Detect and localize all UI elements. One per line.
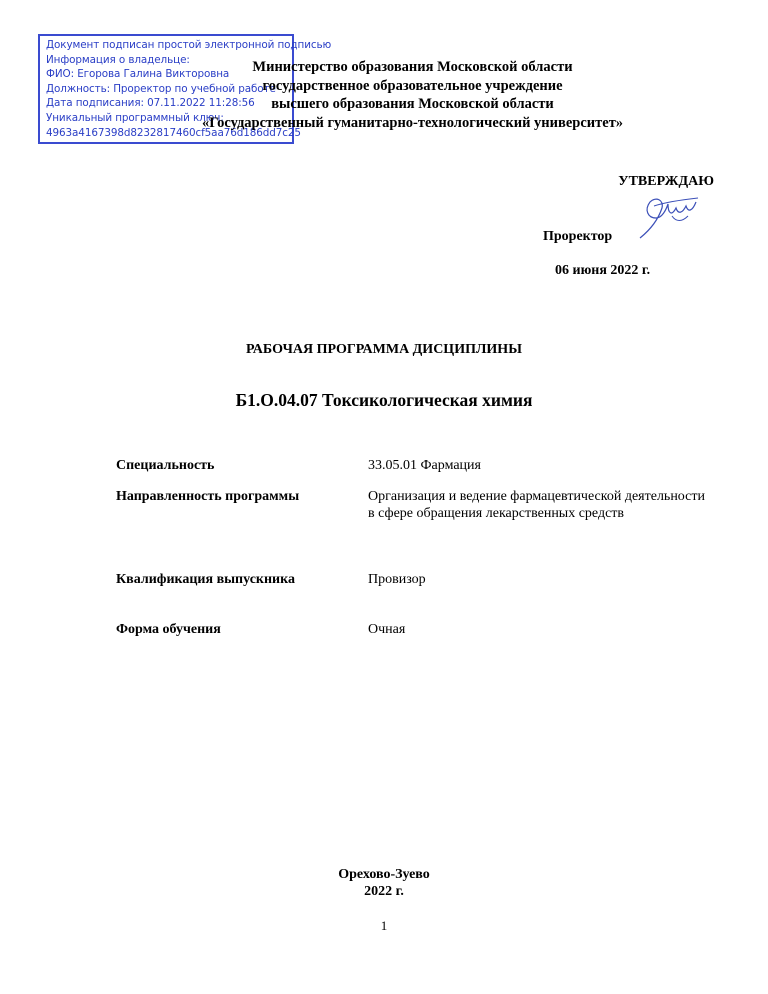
footer-year: 2022 г.: [364, 884, 404, 899]
stamp-line: 4963a4167398d8232817460cf5aa76d186dd7c25: [46, 126, 301, 139]
detail-label-qualification: Квалификация выпускника: [116, 572, 295, 587]
detail-label-study-form: Форма обучения: [116, 622, 221, 637]
footer-city-year: [0, 866, 768, 900]
document-type-title: РАБОЧАЯ ПРОГРАММА ДИСЦИПЛИНЫ: [246, 342, 522, 357]
approver-position: Проректор: [543, 229, 613, 244]
stamp-line: Должность: Проректор по учебной работе: [46, 82, 276, 95]
approval-title: УТВЕРЖДАЮ: [618, 174, 714, 189]
approval-date: 06 июня 2022 г.: [555, 263, 651, 278]
handwritten-signature: [632, 192, 700, 242]
header-line: «Государственный гуманитарно-технологический университет»: [201, 114, 624, 131]
header-line: высшего образования Московской области: [271, 96, 554, 112]
page-number: 1: [380, 918, 388, 933]
detail-label-specialty: Специальность: [116, 458, 215, 473]
stamp-line: Информация о владельце:: [46, 53, 190, 66]
stamp-line: ФИО: Егорова Галина Викторовна: [46, 68, 230, 81]
stamp-line: Дата подписания: 07.11.2022 11:28:56: [46, 97, 255, 110]
detail-value-specialty: 33.05.01 Фармация: [368, 458, 481, 473]
stamp-line: Уникальный программный ключ:: [46, 111, 224, 124]
detail-label-focus: Направленность программы: [116, 489, 300, 504]
stamp-line: Документ подписан простой электронной подписью: [46, 39, 332, 51]
detail-value-qualification: Провизор: [368, 572, 426, 587]
header-line: Министерство образования Московской области: [252, 59, 573, 75]
detail-value-focus: Организация и ведение фармацевтической деятельности в сфере обращения лекарственных средств: [368, 489, 705, 521]
header-line: государственное образовательное учреждение: [262, 77, 563, 94]
footer-city: Орехово-Зуево: [338, 867, 430, 882]
institution-header: [180, 58, 645, 132]
detail-value-study-form: Очная: [368, 622, 406, 637]
discipline-title: Б1.О.04.07 Токсикологическая химия: [235, 390, 533, 410]
